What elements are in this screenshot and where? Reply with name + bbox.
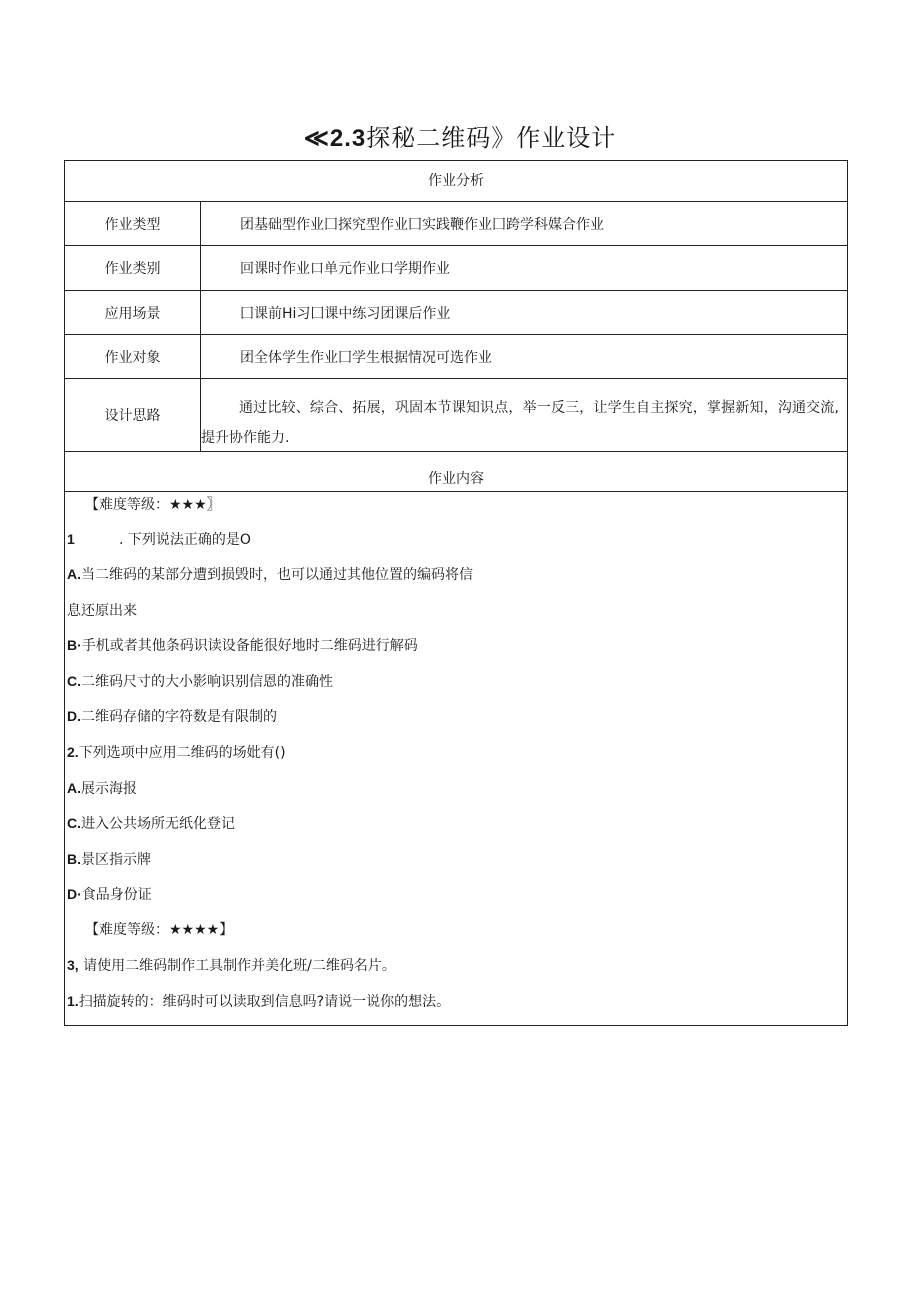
analysis-header: 作业分析 [65,161,847,202]
q2-option-a-key: A. [67,780,81,796]
q1-option-d [67,706,277,726]
content-header: 作业内容 [65,452,847,492]
question-3 [67,955,396,975]
row-homework-type [65,202,847,246]
q2-option-c-text: 进入公共场所无纸化登记 [81,816,235,832]
q2-option-c [67,813,235,833]
q1-option-a-text: 当二维码的某部分遭到损毁时，也可以通过其他位置的编码将信 [81,567,473,583]
value-homework-type: 团基础型作业囗探究型作业囗实践鞭作业囗跨学科媒合作业 [240,216,604,233]
q2-option-b-key: B. [67,851,81,867]
question-1-number: 1 [67,531,75,547]
q1-option-c-key: C. [67,673,81,689]
question-3-text: 请使用二维码制作工具制作并美化班/二维码名片。 [83,958,396,974]
q1-option-d-text: 二维码存储的字符数是有限制的 [81,709,277,725]
q1-option-a [67,564,473,584]
homework-table [64,160,848,1026]
question-4 [67,991,450,1011]
q1-option-c [67,671,333,691]
label-target-students: 作业对象 [65,335,201,378]
title-text: 探秘二维码》作业设计 [366,124,617,152]
q2-option-d [67,884,152,904]
q2-option-a [67,778,137,798]
q1-option-b-key: B· [67,637,82,653]
q1-option-a-continued [67,600,137,620]
row-design-idea [65,379,847,452]
row-homework-category [65,246,847,291]
document-title [0,118,920,153]
row-application-scene [65,291,847,335]
value-design-idea: 通过比较、综合、拓展，巩固本节课知识点，举一反三，让学生自主探究，掌握新知，沟通交流,提升协作能力. [201,400,839,446]
q2-option-c-key: C. [67,815,81,831]
label-design-idea: 设计思路 [65,379,201,451]
question-2-text: 下列选项中应用二维码的场妣有() [78,745,286,761]
q1-option-c-text: 二维码尺寸的大小影响识别信恩的准确性 [81,674,333,690]
label-homework-type: 作业类型 [65,202,201,245]
value-target-students: 团全体学生作业囗学生根据情况可选作业 [240,349,492,366]
question-4-number: 1. [67,993,79,1009]
difficulty-level-2: 【难度等级：★★★★】 [85,922,234,938]
q2-option-d-key: D· [67,886,82,902]
question-1-text: . 下列说法正确的是O [119,532,251,548]
question-3-number: 3, [67,957,79,973]
difficulty-level-1: 【难度等级：★★★〗 [85,497,221,513]
question-4-text: 扫描旋转的：维码时可以读取到信息吗?请说一说你的想法。 [78,994,451,1010]
q2-option-b-text: 景区指示牌 [81,852,151,868]
label-application-scene: 应用场景 [65,291,201,334]
question-2 [67,742,286,762]
q1-option-a-continued-text: 息还原出来 [67,603,137,619]
row-target-students [65,335,847,379]
value-homework-category: 回课时作业口单元作业口学期作业 [240,261,450,277]
question-2-number: 2. [67,744,79,760]
q1-option-b-text: 手机或者其他条码识读设备能很好地时二维码进行解码 [81,638,418,654]
q2-option-b [67,849,151,869]
label-homework-category: 作业类别 [65,246,201,290]
q2-option-a-text: 展示海报 [81,781,137,797]
q2-option-d-text: 食品身份证 [81,887,152,903]
q1-option-a-key: A. [67,566,81,582]
q1-option-b [67,635,418,655]
title-prefix: ≪2.3 [303,125,367,152]
q1-option-d-key: D. [67,708,81,724]
question-1 [67,529,251,549]
value-application-scene: 囗课前Hi习囗课中练习团课后作业 [240,305,451,322]
